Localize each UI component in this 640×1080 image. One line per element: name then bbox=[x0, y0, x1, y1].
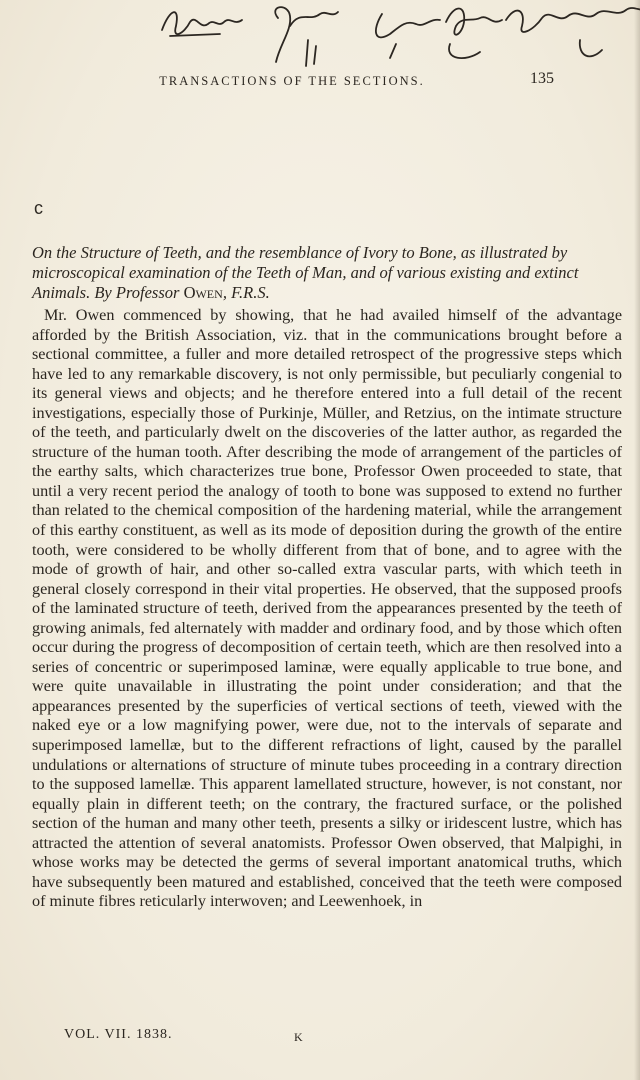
marginal-section-letter: c bbox=[34, 198, 43, 218]
volume-line: VOL. VII. 1838. bbox=[64, 1027, 173, 1042]
handwritten-signature bbox=[150, 0, 640, 80]
article-byline: By Professor bbox=[94, 283, 180, 302]
running-head: TRANSACTIONS OF THE SECTIONS. bbox=[159, 74, 425, 88]
page-number: 135 bbox=[530, 70, 554, 87]
article-title: On the Structure of Teeth, and the resemblance of Ivory to Bone, as illustrated by microscopical examination of the Teeth of Man, and of various existing and extinct Animals. By Professor Owen, F.R.S. bbox=[32, 243, 579, 302]
article-body: Mr. Owen commenced by showing, that he had availed himself of the advantage afforded by the British Association, viz. that in the communications brought before a sectional committee, a fuller and more detailed retrospect of the progressive steps which have led to any remarkable discovery, is not only permissible, but peculiarly congenial to its general views and objects; and he therefore entered into a full detail of the recent investigations, especially those of Purkinje, Müller, and Retzius, on the intimate structure of the teeth, and particularly dwelt on the discoveries of the latter author, as regarded the structure of the human tooth. After describing the mode of arrangement of the particles of the earthy salts, which characterizes true bone, Professor Owen proceeded to state, that until a very recent period the analogy of tooth to bone was supposed to extend no further than related to the chemical composition of the hardening material, while the arrangement of this earthy constituent, as well as its mode of deposition during the growth of the entire tooth, were considered to be wholly different from that of bone, and to agree with the mode of growth of hair, and other so-called extra vascular parts, with which teeth in general closely correspond in their vital properties. He observed, that the supposed proofs of the laminated structure of teeth, derived from the appearances presented by the teeth of growing animals, fed alternately with madder and ordinary food, and by those which often occur during the progress of decomposition of certain teeth, which are then resolved into a series of concentric or superimposed laminæ, were equally applicable to true bone, and were quite unavailable in illustrating the point under consideration; and that the appearances presented by the superficies of vertical sections of teeth, viewed with the naked eye or a low magnifying power, were due, not to the intervals of separate and superimposed lamellæ, but to the different refractions of light, caused by the parallel undulations or alternations of structure of minute tubes proceeding in a contrary direction to the supposed lamellæ. This apparent lamellated structure, however, is not constant, nor equally plain in different teeth; on the contrary, the fractured surface, or the polished section of the human and many other teeth, presents a silky or iridescent lustre, which has attracted the attention of several anatomists. Professor Owen observed, that Malpighi, in whose works may be detected the germs of several important anatomical truths, which have subsequently been matured and established, conceived that the teeth were composed of minute fibres reticularly interwoven; and Leewenhoek, in bbox=[32, 306, 622, 911]
article-title-text: On the Structure of Teeth, and the resemblance of Ivory to Bone, as illustrated by microscopical examination of the Teeth of Man, and of various existing and extinct Animals. bbox=[32, 243, 579, 302]
article-credentials: F.R.S. bbox=[231, 283, 270, 302]
signature-mark: K bbox=[294, 1030, 303, 1044]
article-author: Owen bbox=[183, 283, 223, 302]
page-edge-shadow bbox=[634, 0, 640, 1080]
